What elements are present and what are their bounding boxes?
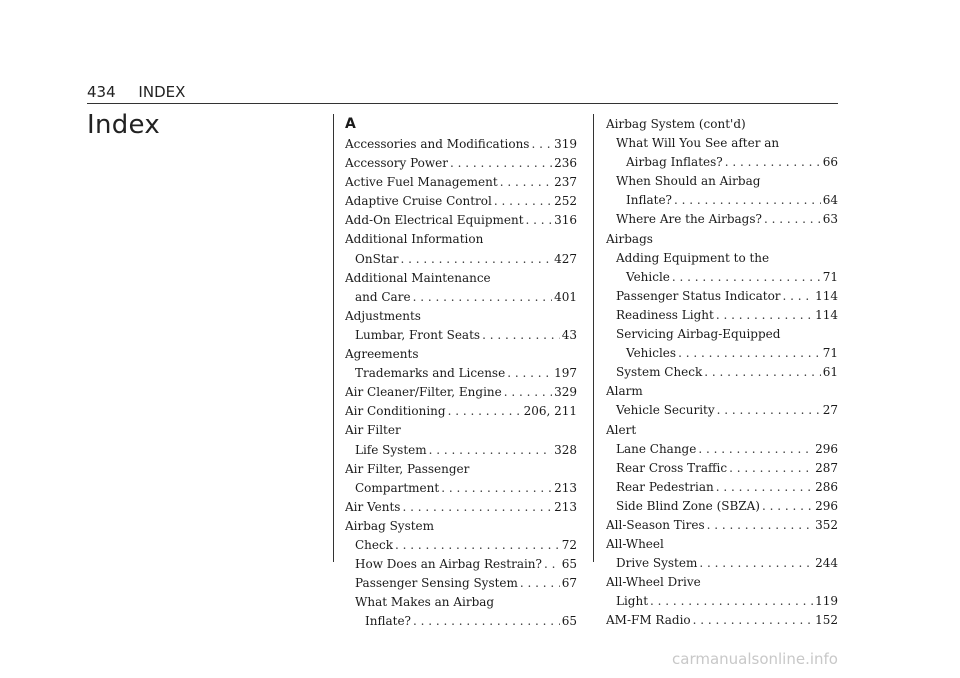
index-entry bbox=[345, 364, 577, 383]
dot-leader bbox=[544, 555, 560, 574]
page-reference: 352 bbox=[815, 517, 838, 532]
entry-text: Vehicles bbox=[626, 346, 677, 361]
entry-text: Additional Maintenance bbox=[345, 270, 491, 285]
entry-text: Active Fuel Management bbox=[345, 175, 498, 190]
dot-leader bbox=[504, 383, 552, 402]
page-reference: 114 bbox=[815, 288, 838, 303]
index-entry bbox=[345, 192, 577, 211]
dot-leader bbox=[678, 344, 821, 363]
page-reference: 206, 211 bbox=[523, 404, 577, 419]
index-heading bbox=[606, 134, 838, 153]
page-reference: 72 bbox=[561, 537, 577, 552]
dot-leader bbox=[716, 478, 813, 497]
page-reference: 213 bbox=[554, 499, 577, 514]
entry-text: Additional Information bbox=[345, 232, 484, 247]
page-reference: 65 bbox=[561, 557, 577, 572]
entry-text: Rear Cross Traffic bbox=[616, 460, 728, 475]
page-title: Index bbox=[87, 110, 161, 140]
entry-text: How Does an Airbag Restrain? bbox=[355, 557, 542, 572]
index-entry bbox=[345, 135, 577, 154]
entry-text: Where Are the Airbags? bbox=[616, 212, 762, 227]
entry-text: Airbags bbox=[606, 231, 653, 246]
entry-text: Inflate? bbox=[365, 614, 411, 629]
entry-text: Alert bbox=[606, 422, 637, 437]
index-heading bbox=[606, 535, 838, 554]
page-reference: 63 bbox=[822, 212, 838, 227]
page-reference: 427 bbox=[554, 251, 577, 266]
index-column-2 bbox=[606, 115, 838, 631]
index-entry bbox=[606, 191, 838, 210]
dot-leader bbox=[500, 173, 552, 192]
header-rule bbox=[87, 103, 838, 104]
entry-text: Compartment bbox=[355, 480, 440, 495]
index-column-1 bbox=[345, 115, 577, 631]
page-reference: 286 bbox=[815, 479, 838, 494]
dot-leader bbox=[413, 612, 560, 631]
index-heading bbox=[606, 249, 838, 268]
index-entry bbox=[606, 306, 838, 325]
index-entry bbox=[606, 344, 838, 363]
entry-text: Passenger Sensing System bbox=[355, 576, 518, 591]
dot-leader bbox=[783, 287, 814, 306]
dot-leader bbox=[717, 401, 821, 420]
entry-text: Airbag System (cont'd) bbox=[606, 117, 746, 131]
page-reference: 61 bbox=[822, 365, 838, 380]
entry-text: All-Season Tires bbox=[606, 517, 705, 532]
dot-leader bbox=[704, 363, 820, 382]
page-reference: 329 bbox=[554, 385, 577, 400]
entry-text: Vehicle bbox=[626, 269, 670, 284]
entry-text: Life System bbox=[355, 442, 427, 457]
page-reference: 244 bbox=[815, 556, 838, 571]
page-number: 434 bbox=[87, 83, 116, 101]
page-reference: 43 bbox=[561, 327, 577, 342]
page-reference: 237 bbox=[554, 175, 577, 190]
dot-leader bbox=[507, 364, 552, 383]
page-reference: 64 bbox=[822, 193, 838, 208]
entry-text: Accessory Power bbox=[345, 156, 449, 171]
entry-text: Trademarks and License bbox=[355, 366, 506, 381]
dot-leader bbox=[764, 210, 821, 229]
entry-text: Air Filter, Passenger bbox=[345, 461, 470, 476]
entry-text: What Will You See after an bbox=[616, 136, 780, 151]
dot-leader bbox=[395, 536, 560, 555]
index-entry bbox=[606, 497, 838, 516]
entry-text: Add-On Electrical Equipment bbox=[345, 213, 524, 228]
dot-leader bbox=[725, 153, 821, 172]
page-reference: 71 bbox=[822, 269, 838, 284]
page-reference: 66 bbox=[822, 155, 838, 170]
entry-text: Airbag System bbox=[345, 518, 435, 533]
index-heading bbox=[345, 460, 577, 479]
index-entry bbox=[345, 173, 577, 192]
page-reference: 328 bbox=[554, 442, 577, 457]
entry-text: Passenger Status Indicator bbox=[616, 288, 781, 303]
entry-text: Accessories and Modifications bbox=[345, 137, 530, 151]
page-reference: 119 bbox=[815, 594, 838, 609]
dot-leader bbox=[450, 154, 552, 173]
entry-text: Airbag Inflates? bbox=[626, 155, 723, 170]
index-entry bbox=[606, 401, 838, 420]
index-heading bbox=[606, 573, 838, 592]
index-heading bbox=[606, 421, 838, 440]
entry-text: All-Wheel Drive bbox=[606, 575, 701, 590]
entry-text: Light bbox=[616, 594, 649, 609]
page-reference: 197 bbox=[554, 366, 577, 381]
index-heading bbox=[345, 421, 577, 440]
index-entry bbox=[345, 250, 577, 269]
page-reference: 67 bbox=[561, 576, 577, 591]
entry-text: When Should an Airbag bbox=[616, 174, 761, 189]
index-entry bbox=[345, 479, 577, 498]
index-entry bbox=[606, 516, 838, 535]
dot-leader bbox=[698, 440, 813, 459]
index-entry bbox=[345, 498, 577, 517]
index-entry bbox=[345, 402, 577, 421]
index-entry bbox=[606, 440, 838, 459]
index-entry bbox=[345, 441, 577, 460]
entry-text: What Makes an Airbag bbox=[355, 595, 495, 610]
dot-leader bbox=[672, 268, 821, 287]
dot-leader bbox=[448, 402, 522, 421]
index-entry bbox=[606, 459, 838, 478]
index-entry bbox=[606, 554, 838, 573]
entry-text: Servicing Airbag-Equipped bbox=[616, 327, 781, 342]
dot-leader bbox=[650, 592, 813, 611]
dot-leader bbox=[699, 554, 813, 573]
page-reference: 236 bbox=[554, 156, 577, 171]
column-divider-left bbox=[333, 114, 334, 562]
page-reference: 316 bbox=[554, 213, 577, 228]
dot-leader bbox=[693, 611, 813, 630]
index-entry bbox=[606, 210, 838, 229]
dot-leader bbox=[482, 326, 560, 345]
page-reference: 287 bbox=[815, 460, 838, 475]
entry-text: Air Filter bbox=[345, 423, 401, 438]
dot-leader bbox=[520, 574, 560, 593]
index-heading bbox=[345, 517, 577, 536]
dot-leader bbox=[494, 192, 552, 211]
page-reference: 114 bbox=[815, 307, 838, 322]
index-heading bbox=[345, 307, 577, 326]
entry-text: Air Cleaner/Filter, Engine bbox=[345, 385, 502, 400]
index-heading bbox=[606, 172, 838, 191]
page-header bbox=[87, 83, 185, 101]
index-entry bbox=[345, 288, 577, 307]
entry-text: Air Vents bbox=[345, 499, 401, 514]
entry-text: Lumbar, Front Seats bbox=[355, 327, 481, 342]
dot-leader bbox=[674, 191, 821, 210]
entry-text: Check bbox=[355, 537, 394, 552]
page-reference: 252 bbox=[554, 194, 577, 209]
index-entry bbox=[606, 478, 838, 497]
dot-leader bbox=[441, 479, 552, 498]
entry-text: Side Blind Zone (SBZA) bbox=[616, 498, 760, 513]
entry-text: Drive System bbox=[616, 556, 698, 571]
index-heading bbox=[345, 593, 577, 612]
page-reference: 65 bbox=[561, 614, 577, 629]
entry-text: Adding Equipment to the bbox=[616, 250, 770, 265]
column-divider-right bbox=[593, 114, 594, 562]
index-heading bbox=[345, 269, 577, 288]
index-entry bbox=[606, 268, 838, 287]
page-reference: 319 bbox=[554, 137, 577, 151]
dot-leader bbox=[401, 250, 553, 269]
index-heading bbox=[606, 382, 838, 401]
entry-text: All-Wheel bbox=[606, 537, 664, 552]
index-entry bbox=[345, 383, 577, 402]
index-heading bbox=[606, 325, 838, 344]
dot-leader bbox=[729, 459, 813, 478]
entry-text: Inflate? bbox=[626, 193, 672, 208]
page-reference: 213 bbox=[554, 480, 577, 495]
section-letter: A bbox=[345, 116, 356, 132]
watermark: carmanualsonline.info bbox=[672, 650, 838, 668]
index-entry bbox=[345, 211, 577, 230]
entry-text: Rear Pedestrian bbox=[616, 479, 714, 494]
index-heading bbox=[345, 230, 577, 249]
dot-leader bbox=[402, 498, 552, 517]
entry-text: Vehicle Security bbox=[616, 403, 715, 418]
index-entry bbox=[606, 363, 838, 382]
page-reference: 401 bbox=[554, 289, 577, 304]
index-entry bbox=[606, 153, 838, 172]
entry-text: System Check bbox=[616, 365, 703, 380]
page-reference: 296 bbox=[815, 441, 838, 456]
index-heading bbox=[606, 230, 838, 249]
entry-text: Lane Change bbox=[616, 441, 697, 456]
page-reference: 27 bbox=[822, 403, 838, 418]
index-heading bbox=[606, 115, 838, 134]
entry-text: and Care bbox=[355, 289, 411, 304]
dot-leader bbox=[413, 288, 553, 307]
page-reference: 152 bbox=[815, 613, 838, 628]
dot-leader bbox=[707, 516, 813, 535]
index-entry bbox=[345, 154, 577, 173]
dot-leader bbox=[526, 211, 553, 230]
entry-text: AM-FM Radio bbox=[606, 613, 691, 628]
index-entry bbox=[345, 555, 577, 574]
index-entry bbox=[606, 611, 838, 630]
dot-leader bbox=[429, 441, 552, 460]
page-reference: 71 bbox=[822, 346, 838, 361]
index-entry bbox=[345, 612, 577, 631]
entry-text: Readiness Light bbox=[616, 307, 714, 322]
dot-leader bbox=[531, 135, 552, 154]
index-heading bbox=[345, 345, 577, 364]
index-entry bbox=[606, 287, 838, 306]
entry-text: Alarm bbox=[606, 384, 643, 399]
entry-text: Air Conditioning bbox=[345, 404, 446, 419]
entry-text: Adjustments bbox=[345, 308, 421, 323]
index-entry bbox=[345, 536, 577, 555]
entry-text: OnStar bbox=[355, 251, 399, 266]
index-entry bbox=[345, 574, 577, 593]
entry-text: Agreements bbox=[345, 347, 419, 362]
dot-leader bbox=[716, 306, 813, 325]
index-entry bbox=[345, 326, 577, 345]
page-reference: 296 bbox=[815, 498, 838, 513]
section-name: INDEX bbox=[138, 83, 186, 101]
dot-leader bbox=[762, 497, 813, 516]
index-entry bbox=[606, 592, 838, 611]
entry-text: Adaptive Cruise Control bbox=[345, 194, 492, 209]
